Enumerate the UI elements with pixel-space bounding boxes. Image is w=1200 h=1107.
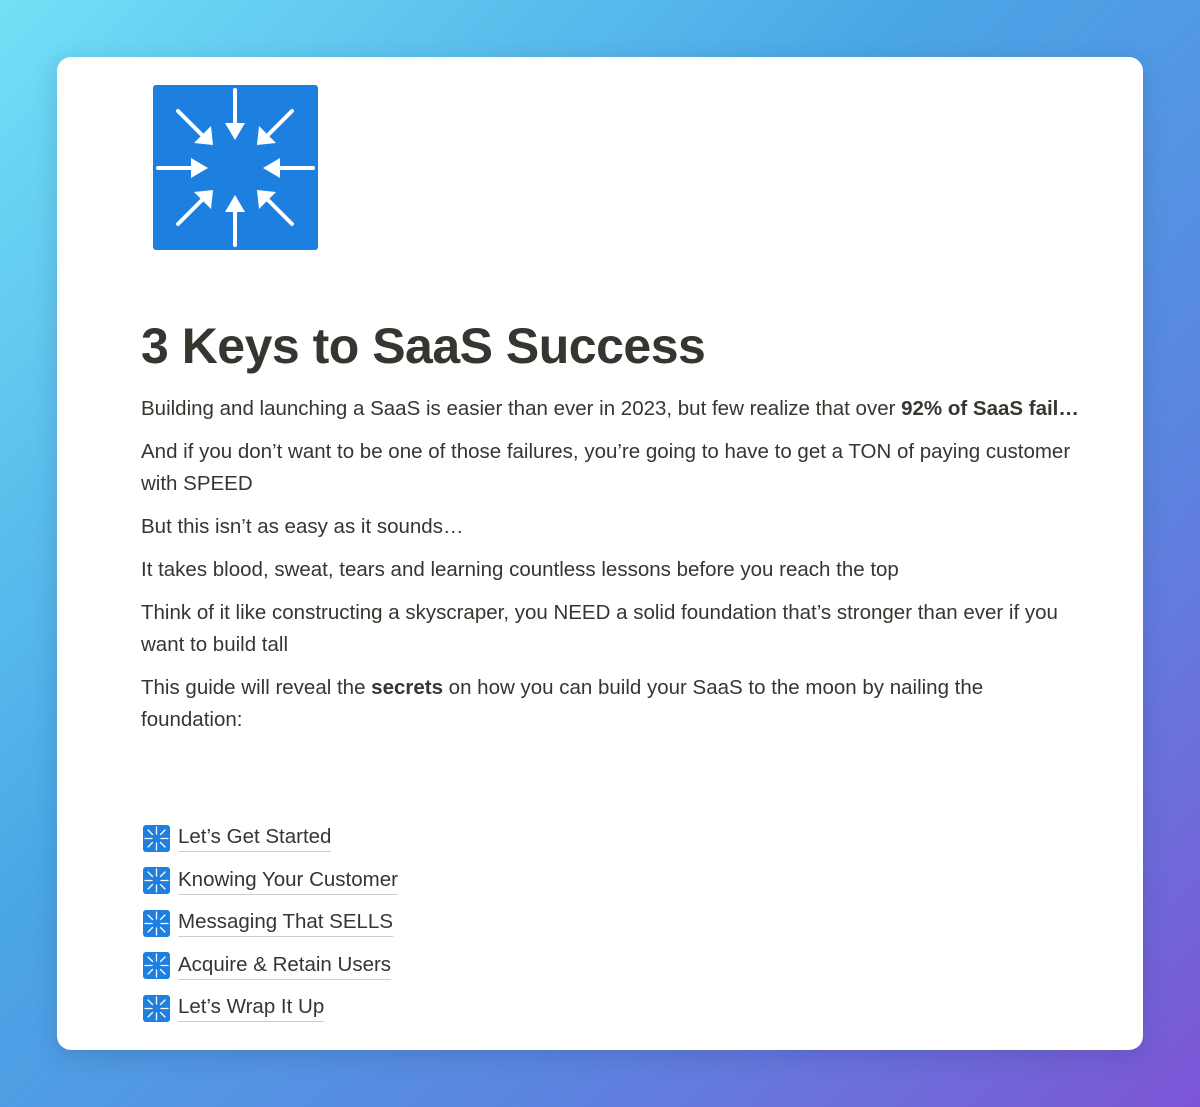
page-body [141, 393, 1086, 747]
arrows-converging-icon [143, 825, 170, 852]
page-link-label[interactable]: Knowing Your Customer [178, 867, 398, 895]
page-link-acquire-retain-users[interactable] [143, 945, 743, 988]
arrows-converging-icon [143, 995, 170, 1022]
paragraph-guide-text-end: on how you can build your SaaS to the moon by nailing the foundation: [141, 676, 984, 731]
paragraph-intro [141, 393, 1086, 425]
paragraph-failures: And if you don’t want to be one of those failures, you’re going to have to get a TON of paying customer with SPEED [141, 440, 1071, 495]
arrows-converging-icon[interactable] [153, 85, 318, 250]
arrows-converging-icon [143, 867, 170, 894]
subpage-links [143, 817, 743, 1030]
paragraph-intro-text: Building and launching a SaaS is easier than ever in 2023, but few realize that over [141, 397, 902, 420]
arrows-converging-icon [143, 952, 170, 979]
paragraph-guide-text: This guide will reveal the [141, 676, 372, 699]
page-link-label[interactable]: Let’s Wrap It Up [178, 994, 324, 1022]
paragraph-blood-sweat: It takes blood, sweat, tears and learning countless lessons before you reach the top [141, 558, 899, 581]
paragraph-guide [141, 672, 1086, 736]
page-title: 3 Keys to SaaS Success [141, 318, 706, 374]
paragraph-skyscraper: Think of it like constructing a skyscraper, you NEED a solid foundation that’s stronger than ever if you want to build tall [141, 601, 1058, 656]
page-link-label[interactable]: Messaging That SELLS [178, 909, 393, 937]
paragraph-guide-bold: secrets [371, 676, 443, 699]
page-link-lets-get-started[interactable] [143, 817, 743, 860]
page-link-lets-wrap-it-up[interactable] [143, 987, 743, 1030]
page-link-knowing-your-customer[interactable] [143, 860, 743, 903]
page-card [57, 57, 1143, 1050]
paragraph-not-easy: But this isn’t as easy as it sounds… [141, 515, 464, 538]
page-link-label[interactable]: Let’s Get Started [178, 824, 331, 852]
paragraph-intro-bold: 92% of SaaS fail… [901, 397, 1079, 420]
arrows-converging-icon [143, 910, 170, 937]
page-link-label[interactable]: Acquire & Retain Users [178, 952, 391, 980]
page-link-messaging-that-sells[interactable] [143, 902, 743, 945]
